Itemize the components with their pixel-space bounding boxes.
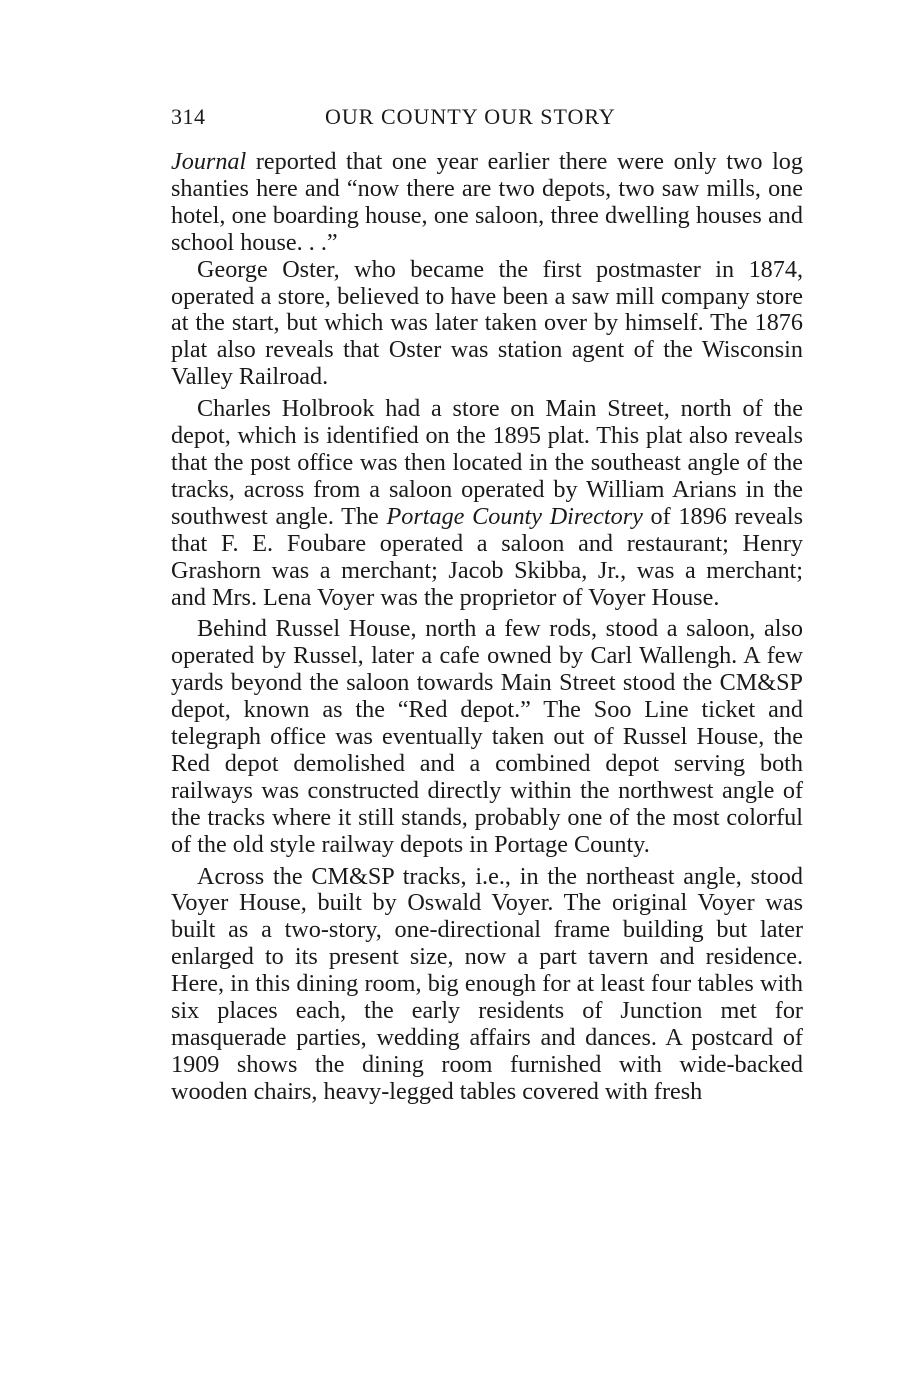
running-head [171, 96, 803, 136]
paragraph-charles-holbrook [171, 396, 803, 611]
text-span: Charles Holbrook had a store on Main Street, north of the depot, which is identified on the 1895 plat. This plat also reveals that the post office was then located in the southeast angle of the tracks, across from a saloon operated by William Arians in the southwest angle. The [171, 395, 803, 530]
text-span: Portage County Directory [386, 502, 643, 530]
page-number: 314 [171, 104, 206, 129]
paragraph-russel-house [171, 616, 803, 858]
text-span: Behind Russel House, north a few rods, stood a saloon, also operated by Russel, later a cafe owned by Carl Wallengh. A few yards beyond the saloon towards Main Street stood the CM&SP depot, known as the “Red depot.” The Soo Line ticket and telegraph office was eventually taken out of Russel House, the Red depot demolished and a combined depot serving both railways was constructed directly within the northwest angle of the tracks where it still stands, probably one of the most colorful of the old style railway depots in Portage County. [171, 615, 803, 858]
paragraph-voyer-house [171, 864, 803, 1106]
text-span: Across the CM&SP tracks, i.e., in the northeast angle, stood Voyer House, built by Oswald Voyer. The original Voyer was built as a two-story, one-directional frame building but later enlarged to its present size, now a part tavern and residence. Here, in this dining room, big enough for at least four tables with six places each, the early residents of Junction met for masquerade parties, wedding affairs and dances. A postcard of 1909 shows the dining room furnished with wide-backed wooden chairs, heavy-legged tables covered with fresh [171, 862, 803, 1105]
text-span: George Oster, who became the first postmaster in 1874, operated a store, believed to have been a saw mill company store at the start, but which was later taken over by himself. The 1876 plat also reveals that Oster was station agent of the Wisconsin Valley Railroad. [171, 255, 803, 391]
body-text [171, 149, 803, 1106]
text-span: Journal [171, 148, 247, 175]
book-page [171, 96, 803, 1106]
text-span: reported that one year earlier there were only two log shanties here and “now there are two depots, two saw mills, one hotel, one boarding house, one saloon, three dwelling houses and school house. . .” [171, 148, 803, 256]
text-span: of 1896 reveals that F. E. Foubare operated a saloon and restaurant; Henry Grashorn was a merchant; Jacob Skibba, Jr., was a merchant; and Mrs. Lena Voyer was the proprietor of Voyer House. [171, 502, 803, 611]
paragraph-george-oster [171, 257, 803, 392]
paragraph-journal-report [171, 149, 803, 257]
book-title: OUR COUNTY OUR STORY [325, 104, 616, 129]
